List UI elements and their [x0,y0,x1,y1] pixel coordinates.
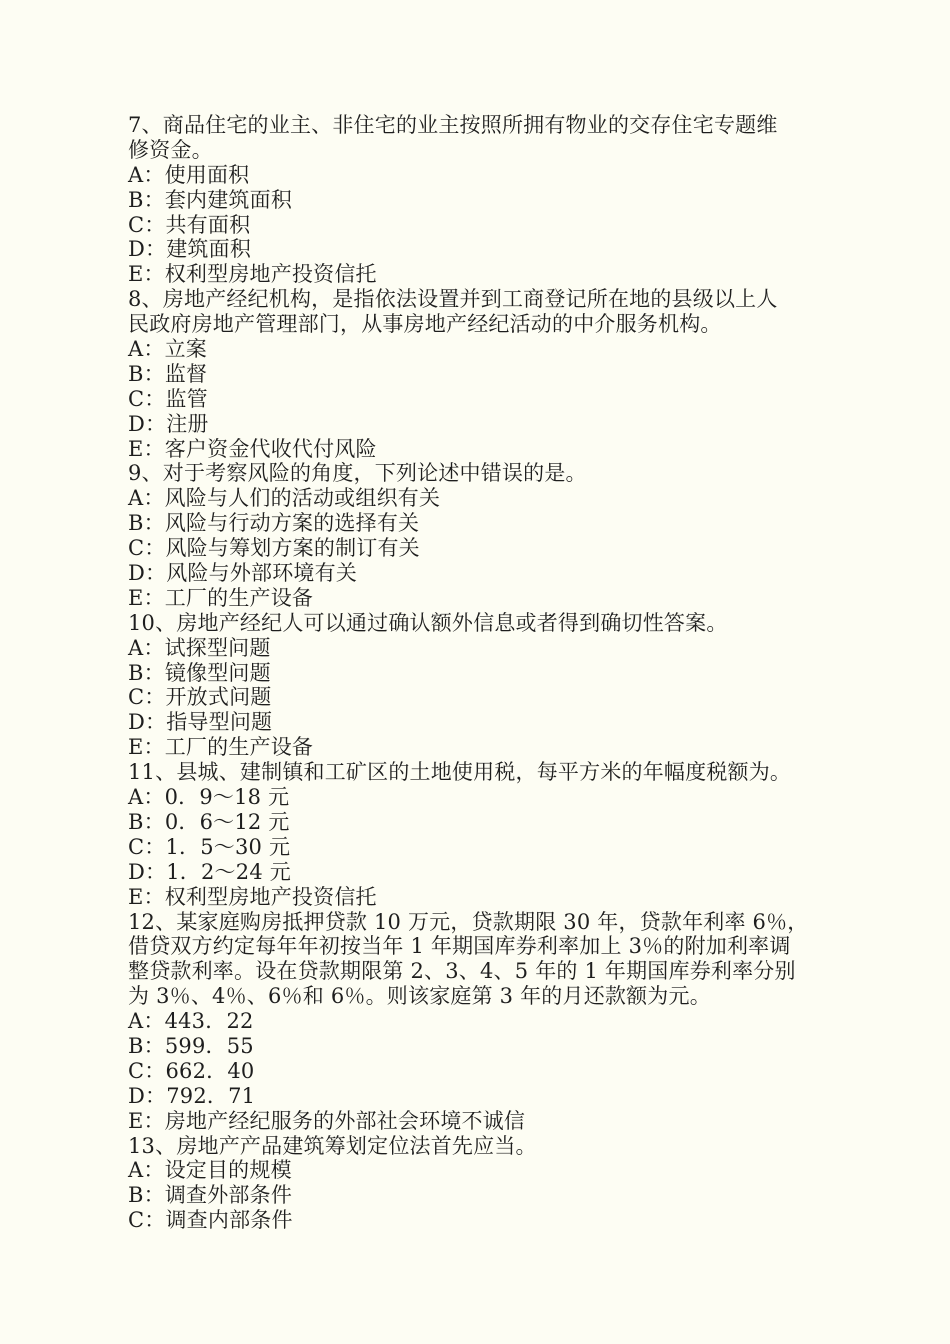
text-line: A：风险与人们的活动或组织有关 [128,486,441,511]
text-line: D：1．2～24 元 [128,859,291,884]
text-line: 12、某家庭购房抵押贷款 10 万元，贷款期限 30 年，贷款年利率 6％， [128,909,809,934]
text-line: C：共有面积 [128,212,251,237]
text-line: B：监督 [128,361,208,386]
text-line: C：监管 [128,386,208,411]
text-line: 为 3％、4％、6％和 6％。则该家庭第 3 年的月还款额为元。 [128,984,711,1009]
text-line: 借贷双方约定每年年初按当年 1 年期国库券利率加上 3％的附加利率调 [128,934,791,959]
text-line: 13、房地产产品建筑筹划定位法首先应当。 [128,1133,537,1158]
text-line: E：客户资金代收代付风险 [128,436,377,461]
text-line: A：试探型问题 [128,635,271,660]
text-line: C：开放式问题 [128,685,272,710]
text-line: 修资金。 [128,137,213,162]
text-line: A：0．9～18 元 [128,785,290,810]
text-line: D：注册 [128,411,209,436]
text-line: A：立案 [128,337,207,362]
text-line: 7、商品住宅的业主、非住宅的业主按照所拥有物业的交存住宅专题维 [128,113,778,137]
text-line: 民政府房地产管理部门，从事房地产经纪活动的中介服务机构。 [128,312,722,337]
text-line: B：599．55 [128,1033,254,1058]
text-line: B：0．6～12 元 [128,809,290,834]
text-line: E：权利型房地产投资信托 [128,884,377,909]
text-line: A：使用面积 [128,162,250,187]
text-line: 10、房地产经纪人可以通过确认额外信息或者得到确切性答案。 [128,610,728,635]
text-line: E：房地产经纪服务的外部社会环境不诚信 [128,1108,526,1133]
text-line: C：调查内部条件 [128,1208,293,1233]
text-line: B：镜像型问题 [128,660,271,685]
text-line: D：建筑面积 [128,237,252,262]
text-line: 8、房地产经纪机构，是指依法设置并到工商登记所在地的县级以上人 [128,287,778,312]
text-line: D：风险与外部环境有关 [128,561,358,586]
text-line: C：1．5～30 元 [128,834,291,859]
text-line: 9、对于考察风险的角度，下列论述中错误的是。 [128,461,587,486]
text-line: B：风险与行动方案的选择有关 [128,511,420,536]
text-line: E：工厂的生产设备 [128,585,314,610]
text-line: B：调查外部条件 [128,1183,293,1208]
text-line: B：套内建筑面积 [128,187,293,212]
text-line: D：指导型问题 [128,710,273,735]
text-line: 整贷款利率。设在贷款期限第 2、3、4、5 年的 1 年期国库券利率分别 [128,959,796,984]
text-line: A：设定目的规模 [128,1158,292,1183]
text-line: E：工厂的生产设备 [128,735,314,760]
text-line: 11、县城、建制镇和工矿区的土地使用税，每平方米的年幅度税额为。 [128,760,792,785]
text-line: C：662．40 [128,1058,255,1083]
document-page [128,113,828,1233]
text-line: D：792．71 [128,1083,256,1108]
text-line: C：风险与筹划方案的制订有关 [128,536,420,561]
text-line: E：权利型房地产投资信托 [128,262,377,287]
text-line: A：443．22 [128,1009,254,1034]
